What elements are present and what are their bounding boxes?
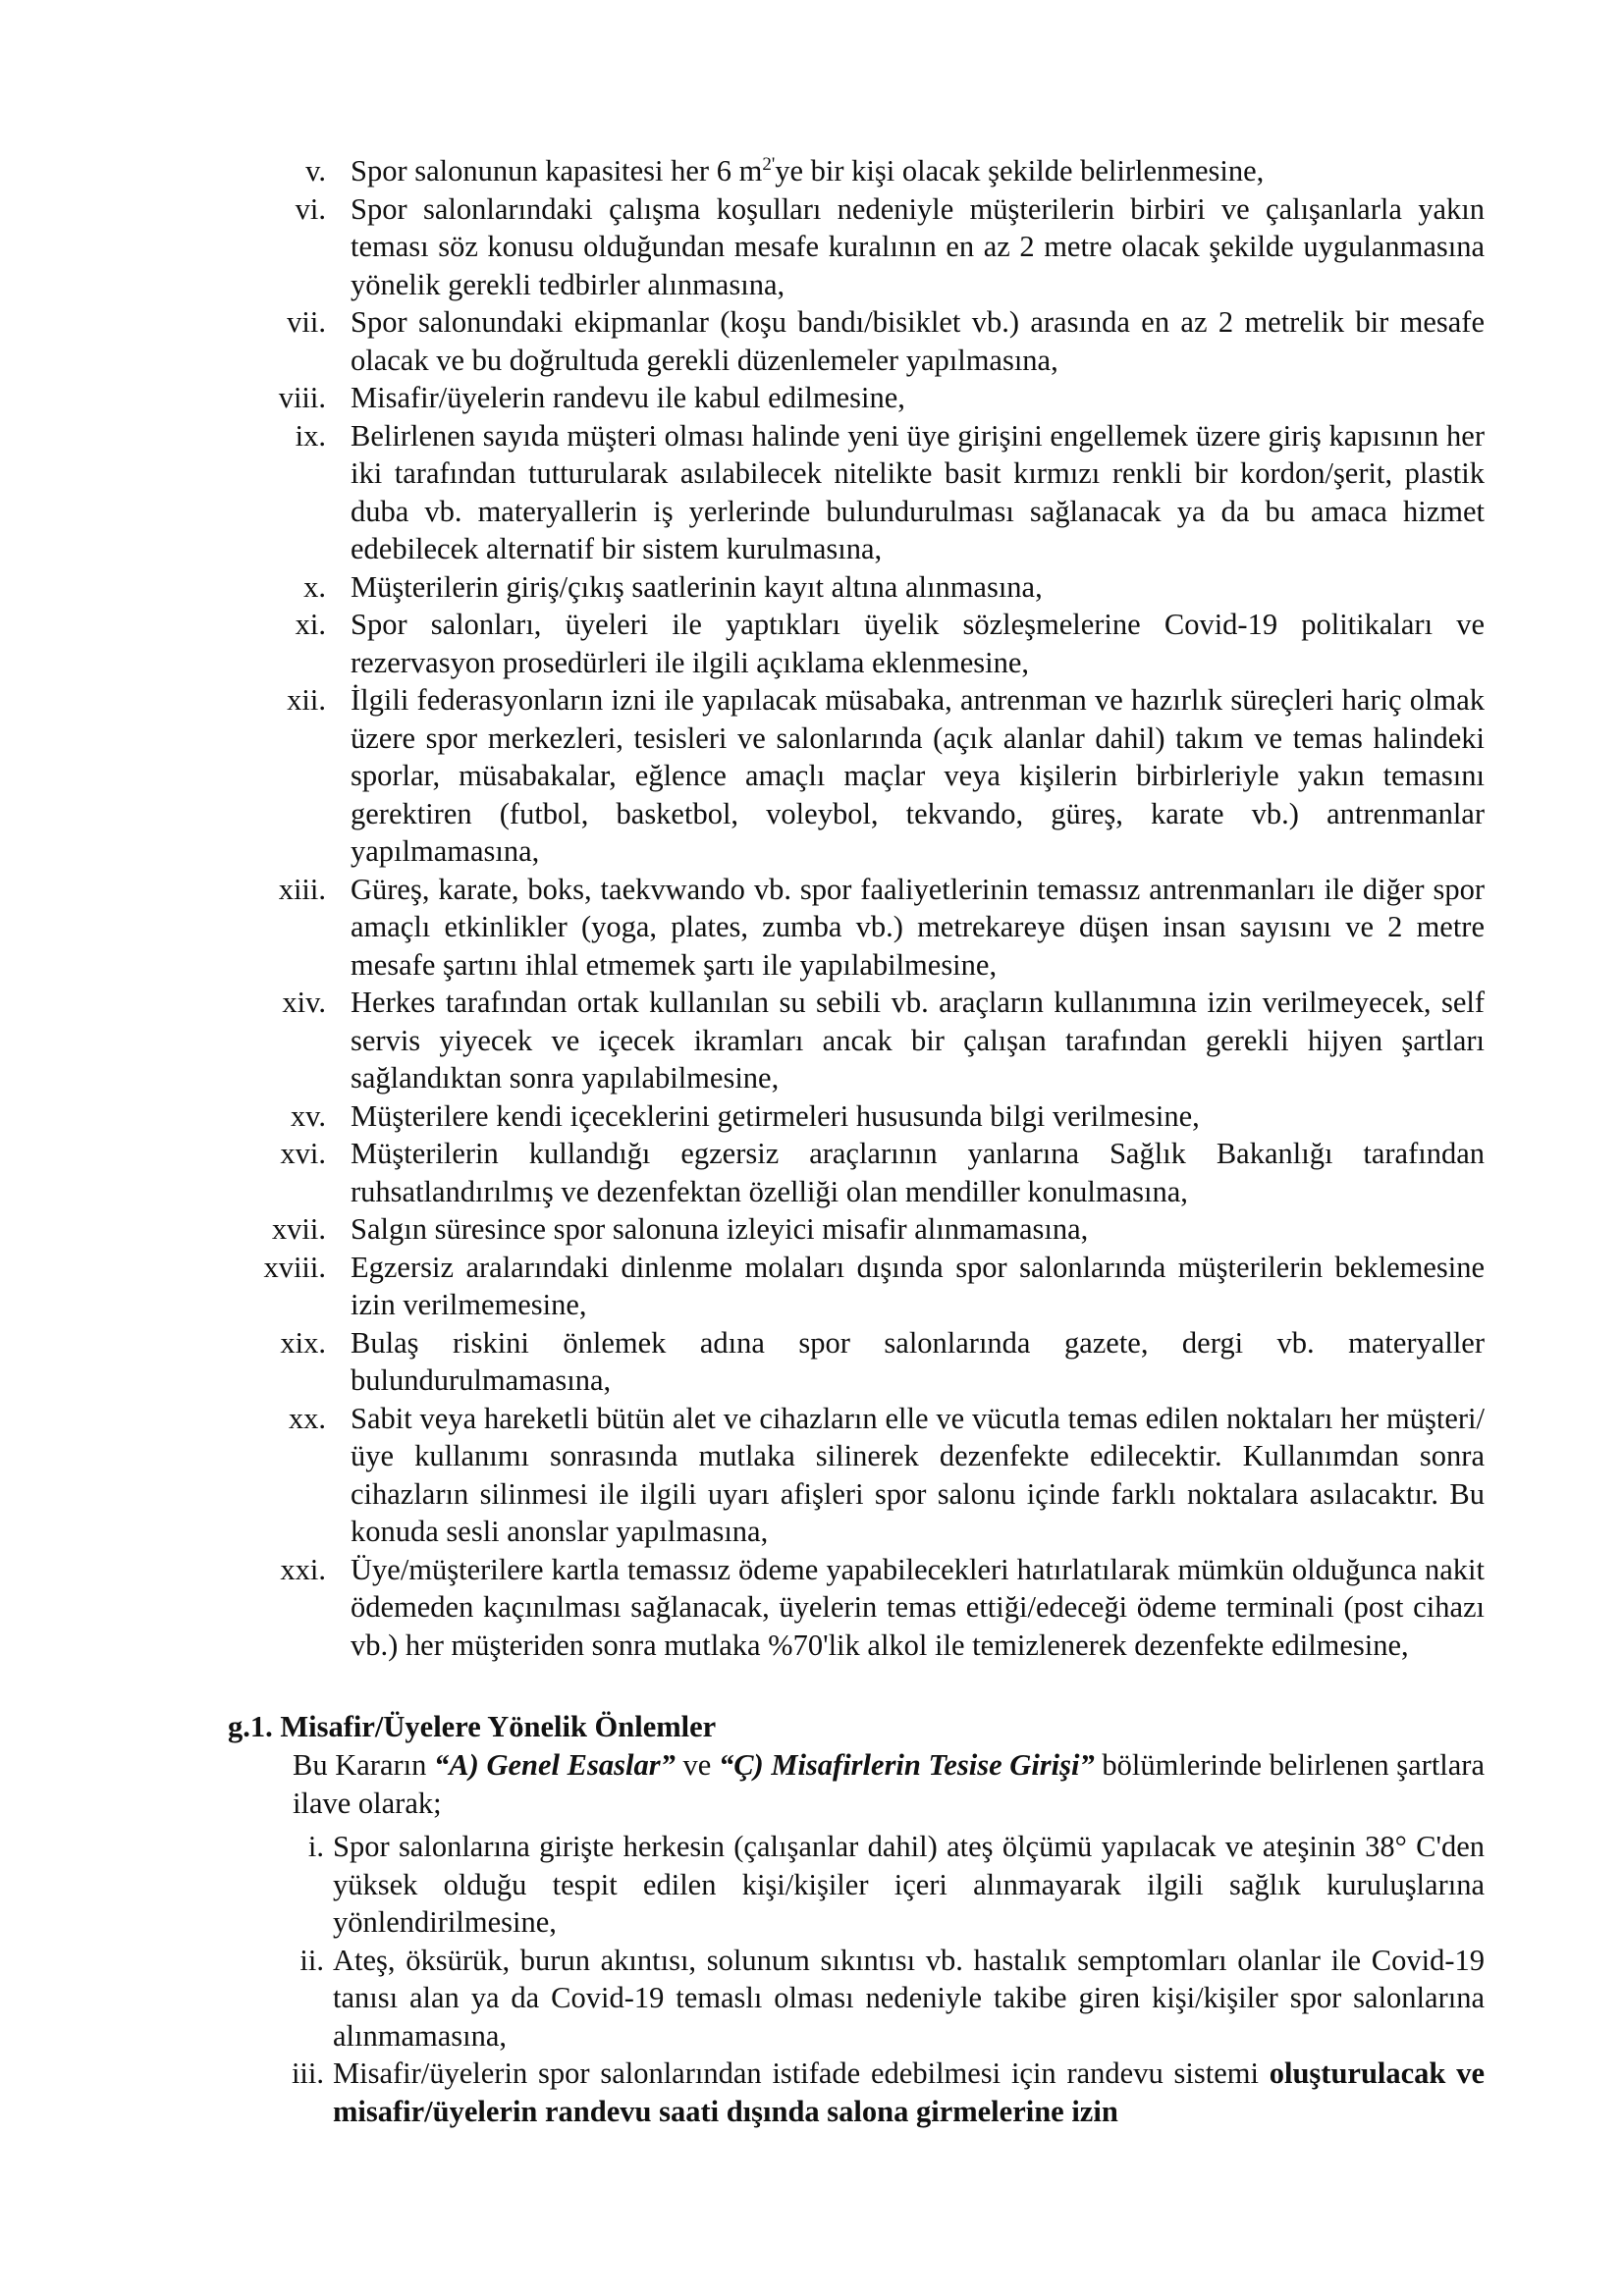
list-item	[228, 1097, 1485, 1136]
list-item-number: xvi.	[280, 1137, 326, 1170]
list-item-number: i.	[307, 1830, 324, 1863]
guest-measures-list	[228, 1828, 1485, 2130]
section-heading: g.1. Misafir/Üyelere Yönelik Önlemler	[228, 1710, 717, 1743]
list-item	[228, 379, 1485, 417]
list-item-number: vi.	[295, 191, 326, 226]
list-item-number: ix.	[295, 418, 326, 453]
reference-general-principles: “A) Genel Esaslar”	[434, 1748, 676, 1782]
list-item-text: Güreş, karate, boks, taekvwando vb. spor faaliyetlerinin temassız antrenmanları ile diğer spor amaçlı etkinlikler (yoga, plates, zumba vb.) metrekareye düşen insan sayısını ve 2 metre mesafe şartını ihlal etmemek şartı ile yapılabilmesine,	[351, 872, 1485, 982]
list-item	[228, 606, 1485, 681]
list-item	[228, 568, 1485, 607]
list-item	[228, 681, 1485, 871]
list-item-text: Belirlenen sayıda müşteri olması halinde yeni üye girişini engellemek üzere giriş kapısının her iki tarafından tutturularak asılabilecek nitelikte basit kırmızı renkli bir kordon/şerit, plastik duba vb. materyallerin iş yerlerinde bulundurulması sağlanacak ya da bu amaca hizmet edebilecek alternatif bir sistem kurulmasına,	[351, 418, 1485, 565]
list-item	[228, 871, 1485, 985]
list-item-text: Herkes tarafından ortak kullanılan su sebili vb. araçların kullanımına izin verilmeyecek, self servis yiyecek ve içecek ikramları ancak bir çalışan tarafından gerekli hijyen şartları sağlandıktan sonra yapılabilmesine,	[351, 986, 1485, 1095]
list-item	[228, 2055, 1485, 2130]
list-item-text: Misafir/üyelerin spor salonlarından istifade edebilmesi için randevu sistemi oluşturulacak ve misafir/üyelerin randevu saati dışında salona girmelerine izin	[333, 2056, 1485, 2128]
list-item	[228, 1942, 1485, 2056]
list-item-number: xiv.	[282, 986, 326, 1019]
list-item	[228, 1135, 1485, 1210]
list-item-text: Spor salonlarına girişte herkesin (çalışanlar dahil) ateş ölçümü yapılacak ve ateşinin 38° C'den yüksek olduğu tespit edilen kişi/kişiler içeri alınmayarak ilgili sağlık kuruluşlarına yönlendirilmesine,	[333, 1830, 1485, 1939]
list-item-number: iii.	[291, 2056, 324, 2090]
list-item	[228, 1400, 1485, 1551]
list-item	[228, 190, 1485, 304]
list-item-number: xix.	[280, 1325, 326, 1360]
list-item-number: xv.	[290, 1098, 326, 1133]
list-item-text: İlgili federasyonların izni ile yapılacak müsabaka, antrenman ve hazırlık süreçleri hariç olmak üzere spor merkezleri, tesisleri ve salonlarında (açık alanlar dahil) takım ve temas halindeki sporlar, müsabakalar, eğlence amaçlı maçlar veya kişilerin birbirleriyle yakın temasını gerektiren (futbol, basketbol, voleybol, tekvando, güreş, karate vb.) antrenmanlar yapılmamasına,	[351, 683, 1485, 868]
list-item-text: Spor salonlarındaki çalışma koşulları nedeniyle müşterilerin birbiri ve çalışanlarla yakın teması söz konusu olduğundan mesafe kuralının en az 2 metre olacak şekilde uygulanmasına yönelik gerekli tedbirler alınmasına,	[351, 191, 1485, 301]
list-item-number: xi.	[295, 608, 326, 641]
list-item-number: xviii.	[263, 1250, 326, 1284]
list-item-text: Salgın süresince spor salonuna izleyici misafir alınmamasına,	[351, 1212, 1089, 1246]
list-item-text: Misafir/üyelerin randevu ile kabul edilmesine,	[351, 381, 905, 414]
list-item-text: Spor salonunun kapasitesi her 6 $m^{2'}ye$ bir kişi olacak şekilde belirlenmesine,	[351, 153, 1265, 187]
list-item-text: Bulaş riskini önlemek adına spor salonlarında gazete, dergi vb. materyaller bulundurulmamasına,	[351, 1325, 1485, 1397]
list-item-number: xx.	[288, 1401, 326, 1435]
list-item-number: xxi.	[280, 1552, 326, 1586]
list-item-text: Üye/müşterilere kartla temassız ödeme yapabilecekleri hatırlatılarak mümkün olduğunca nakit ödemeden kaçınılması sağlanacak, üyelerin temas ettiği/edeceği ödeme terminali (post cihazı vb.) her müşteriden sonra mutlaka %70'lik alkol ile temizlenerek dezenfekte edilmesine,	[351, 1552, 1485, 1662]
list-item-text: Spor salonları, üyeleri ile yaptıkları üyelik sözleşmelerine Covid-19 politikaları ve rezervasyon prosedürleri ile ilgili açıklama eklenmesine,	[351, 608, 1485, 679]
measures-list	[228, 152, 1485, 1664]
list-item-text: Spor salonundaki ekipmanlar (koşu bandı/bisiklet vb.) arasında en az 2 metrelik bir mesafe olacak ve bu doğrultuda gerekli düzenlemeler yapılmasına,	[351, 305, 1485, 377]
reference-guest-entry: “Ç) Misafirlerin Tesise Girişi”	[718, 1748, 1095, 1782]
list-item-number: xvii.	[271, 1212, 326, 1246]
list-item-text: Egzersiz aralarındaki dinlenme molaları dışında spor salonlarında müşterilerin beklemesine izin verilmemesine,	[351, 1250, 1485, 1321]
list-item-number: v.	[305, 154, 326, 187]
list-item-text: Müşterilerin giriş/çıkış saatlerinin kayıt altına alınmasına,	[351, 569, 1043, 604]
list-item	[228, 417, 1485, 568]
list-item	[228, 1551, 1485, 1665]
list-item	[228, 984, 1485, 1097]
list-item	[228, 1828, 1485, 1942]
list-item	[228, 1249, 1485, 1324]
list-item	[228, 303, 1485, 379]
list-item-text: Sabit veya hareketli bütün alet ve cihazların elle ve vücutla temas edilen noktaları her müşteri/üye kullanımı sonrasında mutlaka silinerek dezenfekte edilecektir. Kullanımdan sonra cihazların silinmesi ile ilgili uyarı afişleri spor salonu içinde farklı noktalara asılacaktır. Bu konuda sesli anonslar yapılmasına,	[351, 1401, 1485, 1548]
bold-emphasis: oluşturulacak ve misafir/üyelerin randevu saati dışında salona girmelerine izin	[333, 2056, 1485, 2128]
list-item	[228, 1210, 1485, 1249]
list-item	[228, 1324, 1485, 1400]
list-item-text: Müşterilere kendi içeceklerini getirmeleri hususunda bilgi verilmesine,	[351, 1098, 1200, 1133]
section-intro: Bu Kararın “A) Genel Esaslar” ve “Ç) Misafirlerin Tesise Girişi” bölümlerinde belirlenen şartlara ilave olarak;	[293, 1748, 1486, 1820]
list-item-number: ii.	[299, 1943, 324, 1977]
superscript: 2'	[762, 153, 776, 175]
list-item-number: viii.	[278, 381, 326, 414]
list-item-text: Müşterilerin kullandığı egzersiz araçlarının yanlarına Sağlık Bakanlığı tarafından ruhsatlandırılmış ve dezenfektan özelliği olan mendiller konulmasına,	[351, 1137, 1485, 1208]
list-item-number: xii.	[287, 683, 326, 717]
list-item-number: vii.	[287, 305, 326, 339]
list-item-text: Ateş, öksürük, burun akıntısı, solunum sıkıntısı vb. hastalık semptomları olanlar ile Covid-19 tanısı alan ya da Covid-19 temaslı olması nedeniyle takibe giren kişi/kişiler spor salonlarına alınmamasına,	[333, 1943, 1485, 2053]
list-item-number: xiii.	[278, 872, 326, 906]
list-item-number: x.	[303, 569, 326, 604]
list-item	[228, 152, 1485, 190]
